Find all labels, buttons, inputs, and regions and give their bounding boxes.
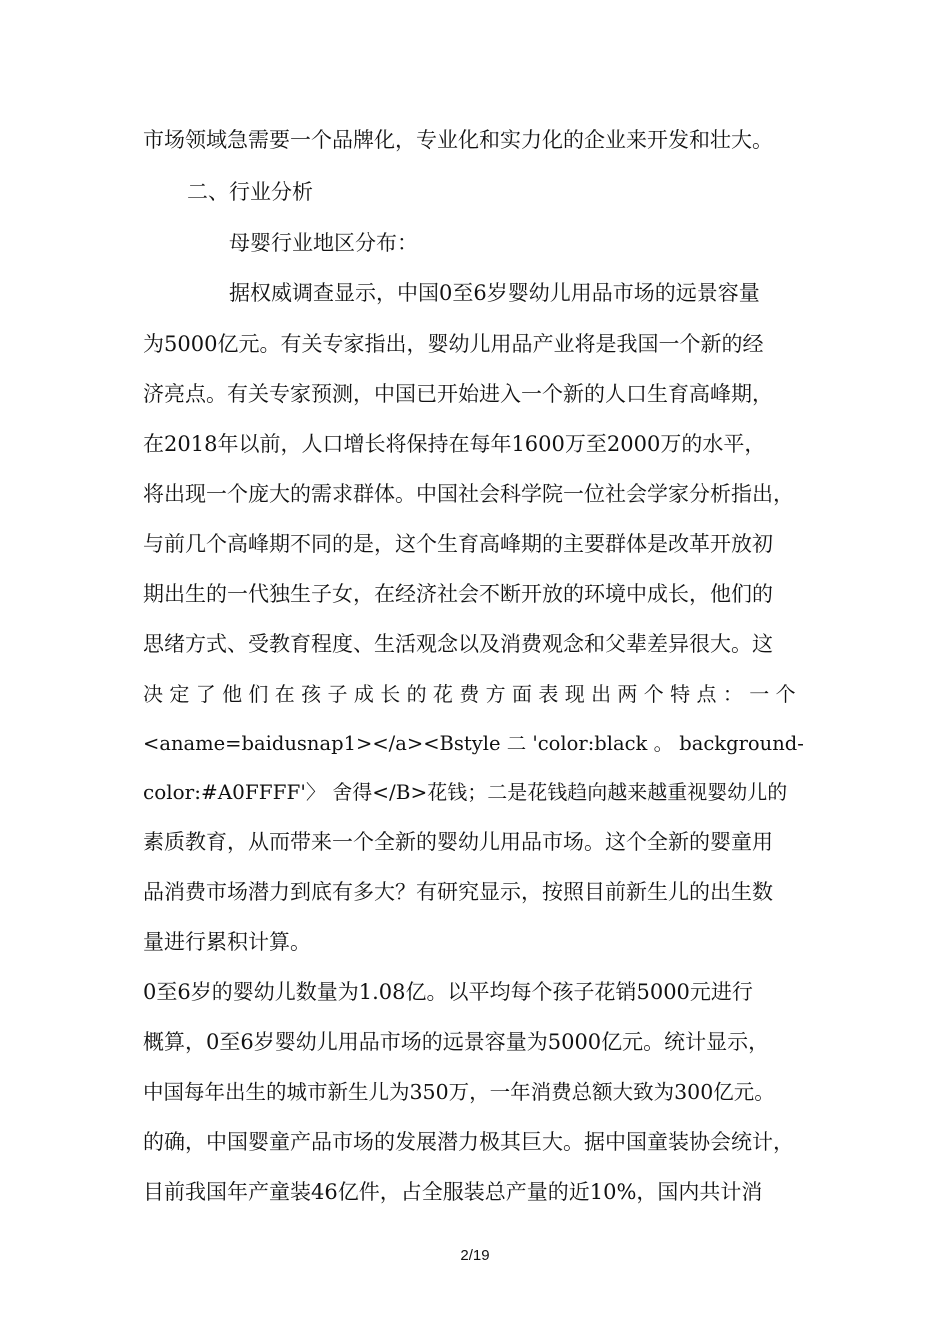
text-line: 为5000亿元。有关专家指出，婴幼儿用品产业将是我国一个新的经	[143, 332, 764, 356]
text-line: 济亮点。有关专家预测，中国已开始进入一个新的人口生育高峰期，	[143, 382, 773, 406]
text-line: color:#A0FFFF'〉 舍得</B>花钱；二是花钱趋向越来越重视婴幼儿的	[143, 780, 788, 804]
text-line: 0至6岁的婴幼儿数量为1.08亿。以平均每个孩子花销5000元进行	[143, 980, 753, 1004]
text-line: 素质教育，从而带来一个全新的婴幼儿用品市场。这个全新的婴童用	[143, 830, 773, 854]
text-line: 决 定 了 他 们 在 孩 子 成 长 的 花 费 方 面 表 现 出 两 个 特 点 ： 一 个	[143, 682, 796, 706]
text-line: 量进行累积计算。	[143, 930, 311, 954]
text-line: 目前我国年产童装46亿件，占全服装总产量的近10%，国内共计消	[143, 1180, 763, 1204]
text-line: 思绪方式、受教育程度、生活观念以及消费观念和父辈差异很大。这	[143, 632, 773, 656]
text-line: 将出现一个庞大的需求群体。中国社会科学院一位社会学家分析指出，	[143, 482, 794, 506]
text-line: 在2018年以前，人口增长将保持在每年1600万至2000万的水平，	[143, 432, 766, 456]
text-line: 中国每年出生的城市新生儿为350万，一年消费总额大致为300亿元。	[143, 1080, 775, 1104]
text-line: 市场领域急需要一个品牌化，专业化和实力化的企业来开发和壮大。	[143, 128, 773, 152]
subsection-heading: 母婴行业地区分布：	[229, 231, 418, 255]
text-line: <aname=baidusnap1></a><Bstyle 二 'color:black 。 background-	[143, 732, 804, 755]
text-line: 的确，中国婴童产品市场的发展潜力极其巨大。据中国童装协会统计，	[143, 1130, 794, 1154]
page-number: 2/19	[460, 1247, 490, 1264]
text-line: 品消费市场潜力到底有多大？有研究显示，按照目前新生儿的出生数	[143, 880, 773, 904]
text-line: 概算，0至6岁婴幼儿用品市场的远景容量为5000亿元。统计显示，	[143, 1030, 770, 1054]
text-line: 与前几个高峰期不同的是，这个生育高峰期的主要群体是改革开放初	[143, 532, 773, 556]
text-line: 期出生的一代独生子女，在经济社会不断开放的环境中成长，他们的	[143, 582, 773, 606]
section-heading: 二、行业分析	[187, 180, 313, 204]
text-line: 据权威调查显示，中国0至6岁婴幼儿用品市场的远景容量	[229, 281, 760, 305]
